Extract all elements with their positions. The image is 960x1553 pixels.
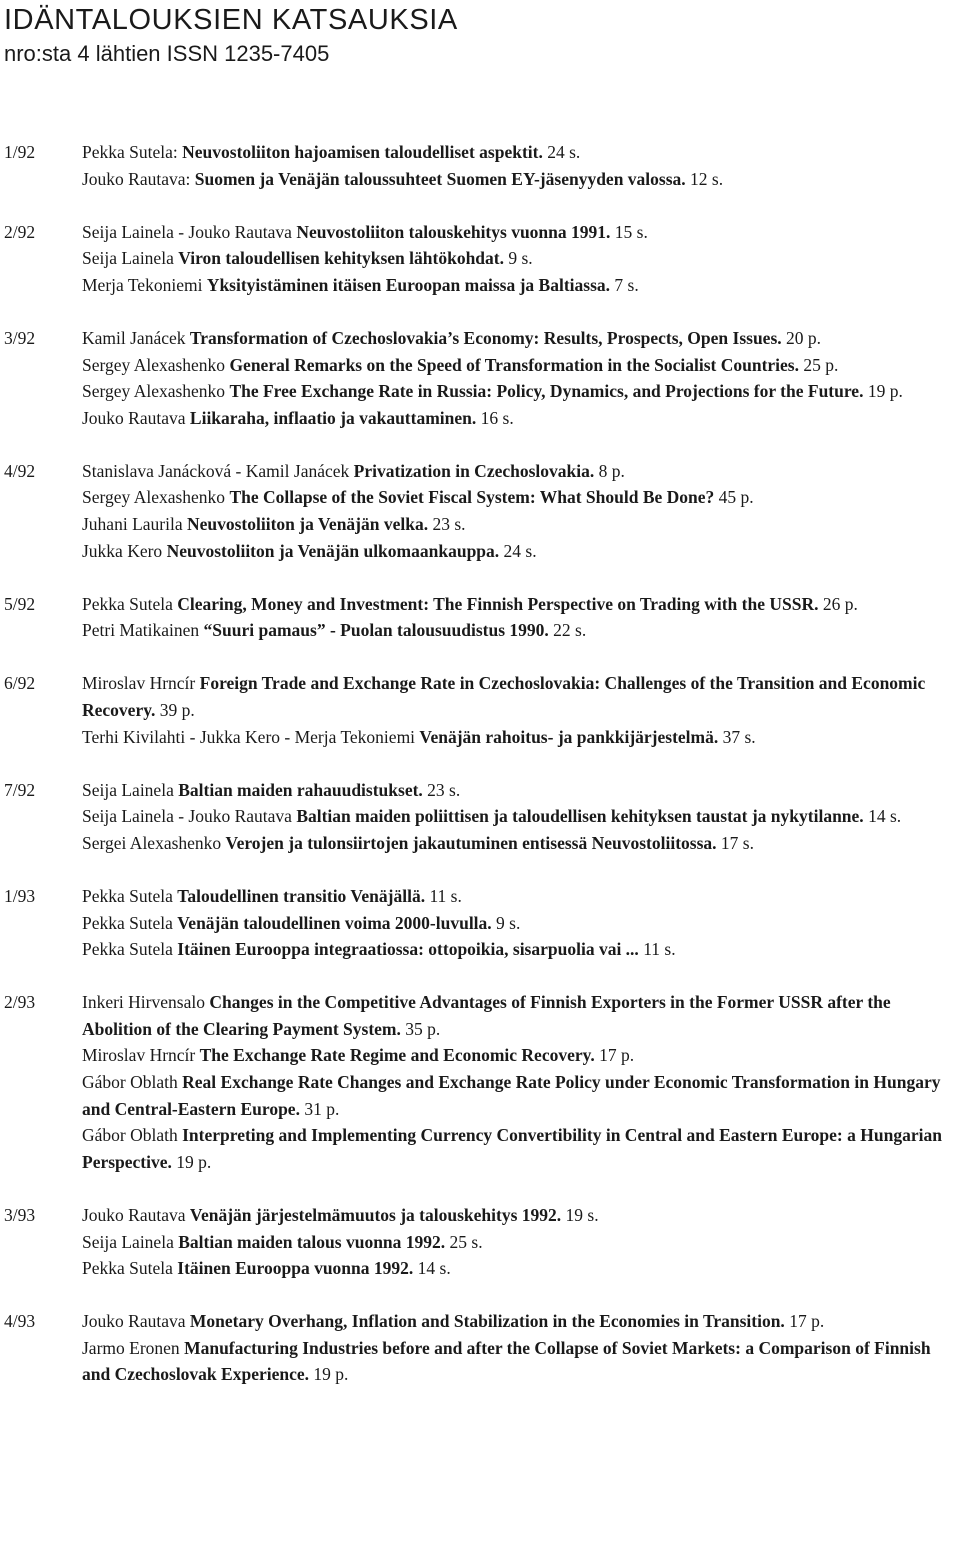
entry-title: Neuvostoliiton ja Venäjän velka. (186, 514, 429, 535)
entry-author: Seija Lainela (82, 1231, 179, 1252)
entry-title: Venäjän järjestelmämuutos ja talouskehitys 1992. (189, 1204, 562, 1225)
entry-title: Neuvostoliiton ja Venäjän ulkomaankauppa. (166, 540, 500, 561)
entry-author: Sergey Alexashenko (82, 381, 230, 402)
entry-pages: 11 s. (425, 885, 462, 906)
issue-number: 7/92 (4, 779, 36, 800)
publication-entry (82, 405, 960, 432)
publication-entry (82, 1042, 960, 1069)
entry-pages: 45 p. (714, 487, 754, 508)
entry-title: Privatization in Czechoslovakia. (353, 460, 595, 481)
entry-title: Venäjän rahoitus- ja pankkijärjestelmä. (419, 726, 719, 747)
entry-title: Itäinen Eurooppa integraatiossa: ottopoikia, sisarpuolia vai ... (177, 939, 639, 960)
issue-block (4, 458, 960, 564)
entry-pages: 26 p. (818, 593, 858, 614)
entry-title: Clearing, Money and Investment: The Finnish Perspective on Trading with the USSR. (177, 593, 819, 614)
issue-number: 6/92 (4, 673, 36, 694)
publication-entry (82, 352, 960, 379)
issue-block (4, 989, 960, 1175)
series-subtitle: nro:sta 4 lähtien ISSN 1235-7405 (4, 41, 330, 66)
publication-entry (82, 883, 960, 910)
entry-pages: 11 s. (638, 939, 676, 960)
entry-author: Jouko Rautava (82, 407, 190, 428)
entry-pages: 25 p. (798, 354, 839, 375)
publication-entry (82, 538, 960, 565)
entry-pages: 14 s. (863, 806, 902, 827)
entry-author: Inkeri Hirvensalo (82, 992, 210, 1013)
issue-number: 4/92 (4, 460, 36, 481)
entry-author: Gábor Oblath (82, 1125, 183, 1146)
publication-entry (82, 1069, 960, 1122)
entry-author: Sergei Alexashenko (82, 832, 226, 853)
issue-number: 1/92 (4, 142, 36, 162)
entry-author: Stanislava Janácková - Kamil Janácek (82, 460, 354, 481)
issue-block (4, 1308, 960, 1388)
issue-number: 4/93 (4, 1311, 36, 1332)
issue-entries (82, 458, 960, 564)
issue-block (4, 670, 960, 750)
publication-entry (82, 166, 960, 193)
entry-author: Seija Lainela - Jouko Rautava (82, 806, 297, 827)
entry-title: General Remarks on the Speed of Transformation in the Socialist Countries. (229, 354, 799, 375)
publication-entry (82, 1335, 960, 1388)
issue-number: 3/92 (4, 327, 36, 348)
issue-block (4, 325, 960, 431)
issue-number: 2/93 (4, 992, 36, 1013)
entry-author: Pekka Sutela (82, 912, 178, 933)
entry-author: Jouko Rautava (82, 1204, 190, 1225)
issue-entries (82, 219, 960, 299)
entry-author: Jukka Kero (82, 540, 167, 561)
entry-author: Sergey Alexashenko (82, 487, 230, 508)
entry-title: Baltian maiden poliittisen ja taloudellisen kehityksen taustat ja nykytilanne. (296, 806, 864, 827)
entry-title: Changes in the Competitive Advantages of Finnish Exporters in the Former USSR after the Abolition of the Clearing Payment System. (82, 992, 891, 1039)
entry-pages: 17 p. (784, 1311, 825, 1332)
entry-pages: 14 s. (413, 1258, 451, 1279)
issue-entries (82, 777, 960, 857)
entry-author: Jouko Rautava (82, 1311, 190, 1332)
entry-author: Pekka Sutela (82, 885, 178, 906)
entry-author: Miroslav Hrncír (82, 1045, 200, 1066)
entry-title: Suomen ja Venäjän taloussuhteet Suomen EY-jäsenyyden valossa. (194, 168, 686, 189)
entry-pages: 16 s. (476, 407, 514, 428)
entry-author: Terhi Kivilahti - Jukka Kero - Merja Tekoniemi (82, 726, 420, 747)
publication-entry (82, 724, 960, 751)
publication-entry (82, 910, 960, 937)
publication-entry (82, 1255, 960, 1282)
publication-entry (82, 670, 960, 723)
entry-pages: 19 p. (309, 1364, 349, 1385)
issue-number: 5/92 (4, 593, 36, 614)
entry-title: Baltian maiden talous vuonna 1992. (178, 1231, 446, 1252)
entry-title: Real Exchange Rate Changes and Exchange Rate Policy under Economic Transformation in Hungary and Central-Eastern Europe. (82, 1072, 941, 1119)
publication-entry (82, 1202, 960, 1229)
entry-title: Liikaraha, inflaatio ja vakauttaminen. (189, 407, 477, 428)
entry-pages: 17 p. (594, 1045, 635, 1066)
entry-title: Monetary Overhang, Inflation and Stabilization in the Economies in Transition. (189, 1311, 785, 1332)
issue-entries (82, 325, 960, 431)
publication-entry (82, 458, 960, 485)
entry-author: Pekka Sutela (82, 593, 178, 614)
publication-entry (82, 1122, 960, 1175)
issue-number: 2/92 (4, 221, 36, 242)
entry-pages: 19 s. (561, 1204, 599, 1225)
publication-entry (82, 219, 960, 246)
issue-block (4, 777, 960, 857)
entry-author: Miroslav Hrncír (82, 673, 200, 694)
publication-entry (82, 1308, 960, 1335)
publication-entry (82, 936, 960, 963)
entry-author: Gábor Oblath (82, 1072, 183, 1093)
issue-entries (82, 1308, 960, 1388)
entry-title: The Collapse of the Soviet Fiscal System: What Should Be Done? (229, 487, 715, 508)
entry-author: Pekka Sutela (82, 939, 178, 960)
issue-block (4, 883, 960, 963)
entry-title: Neuvostoliiton talouskehitys vuonna 1991. (296, 221, 611, 242)
entry-pages: 31 p. (299, 1098, 340, 1119)
entry-title: Venäjän taloudellinen voima 2000-luvulla. (177, 912, 492, 933)
entry-pages: 23 s. (422, 779, 461, 800)
entry-pages: 39 p. (155, 700, 195, 720)
entry-pages: 19 p. (171, 1151, 212, 1172)
entry-pages: 9 s. (491, 912, 521, 933)
entry-author: Pekka Sutela: (82, 142, 183, 162)
publication-entry (82, 777, 960, 804)
entry-pages: 23 s. (428, 514, 466, 535)
issue-entries (82, 591, 960, 644)
entry-author: Sergey Alexashenko (82, 354, 230, 375)
issue-number: 3/93 (4, 1204, 36, 1225)
issue-number: 1/93 (4, 885, 36, 906)
publication-entry (82, 272, 960, 299)
entry-pages: 9 s. (504, 248, 533, 269)
entry-title: Interpreting and Implementing Currency Convertibility in Central and Eastern Europe: a Hungarian Perspective. (82, 1125, 942, 1172)
entry-pages: 22 s. (548, 620, 587, 641)
issue-entries (82, 139, 960, 192)
issue-entries (82, 1202, 960, 1282)
entry-title: The Exchange Rate Regime and Economic Recovery. (199, 1045, 595, 1066)
entry-title: Itäinen Eurooppa vuonna 1992. (177, 1258, 414, 1279)
entry-title: Baltian maiden rahauudistukset. (178, 779, 423, 800)
entry-author: Merja Tekoniemi (82, 274, 207, 295)
entry-author: Jarmo Eronen (82, 1337, 185, 1358)
publication-entry (82, 378, 960, 405)
entry-pages: 7 s. (610, 274, 639, 295)
publication-entry (82, 245, 960, 272)
document-header (4, 0, 458, 68)
entry-pages: 8 p. (594, 460, 625, 481)
publication-entry (82, 139, 960, 166)
publication-entry (82, 325, 960, 352)
entry-pages: 15 s. (610, 221, 648, 242)
issue-block (4, 139, 960, 192)
entry-author: Petri Matikainen (82, 620, 204, 641)
publication-entry (82, 511, 960, 538)
entry-title: The Free Exchange Rate in Russia: Policy, Dynamics, and Projections for the Future. (229, 381, 864, 402)
publication-entry (82, 617, 960, 644)
issue-block (4, 591, 960, 644)
entry-pages: 12 s. (685, 168, 724, 189)
entry-author: Seija Lainela (82, 248, 179, 269)
entry-author: Pekka Sutela (82, 1258, 178, 1279)
publication-list (4, 139, 960, 1414)
issue-entries (82, 670, 960, 750)
publication-entry (82, 803, 960, 830)
entry-pages: 24 s. (542, 142, 581, 162)
entry-author: Juhani Laurila (82, 514, 187, 535)
entry-title: Foreign Trade and Exchange Rate in Czechoslovakia: Challenges of the Transition and Economic Recovery. (82, 673, 926, 720)
entry-title: Yksityistäminen itäisen Euroopan maissa ja Baltiassa. (206, 274, 611, 295)
entry-title: Verojen ja tulonsiirtojen jakautuminen entisessä Neuvostoliitossa. (225, 832, 717, 853)
entry-pages: 24 s. (499, 540, 537, 561)
entry-pages: 20 p. (781, 327, 822, 348)
publication-entry (82, 591, 960, 618)
entry-pages: 37 s. (718, 726, 756, 747)
publication-entry (82, 1229, 960, 1256)
publication-entry (82, 484, 960, 511)
entry-pages: 25 s. (445, 1231, 483, 1252)
entry-pages: 17 s. (716, 832, 754, 853)
entry-author: Jouko Rautava: (82, 168, 195, 189)
issue-entries (82, 989, 960, 1175)
publication-entry (82, 830, 960, 857)
series-title: IDÄNTALOUKSIEN KATSAUKSIA (4, 4, 458, 36)
entry-pages: 19 p. (863, 381, 903, 402)
issue-block (4, 1202, 960, 1282)
issue-entries (82, 883, 960, 963)
issue-block (4, 219, 960, 299)
entry-title: Viron taloudellisen kehityksen lähtökohdat. (178, 248, 504, 269)
publication-entry (82, 989, 960, 1042)
entry-title: “Suuri pamaus” - Puolan talousuudistus 1990. (203, 620, 549, 641)
entry-title: Transformation of Czechoslovakia’s Economy: Results, Prospects, Open Issues. (189, 327, 782, 348)
entry-title: Neuvostoliiton hajoamisen taloudelliset aspektit. (182, 142, 543, 162)
entry-title: Taloudellinen transitio Venäjällä. (177, 885, 426, 906)
entry-title: Manufacturing Industries before and after the Collapse of Soviet Markets: a Comparison of Finnish and Czechoslovak Experience. (82, 1337, 931, 1385)
entry-author: Seija Lainela (82, 779, 179, 800)
entry-pages: 35 p. (400, 1018, 441, 1039)
entry-author: Kamil Janácek (82, 327, 190, 348)
entry-author: Seija Lainela - Jouko Rautava (82, 221, 297, 242)
